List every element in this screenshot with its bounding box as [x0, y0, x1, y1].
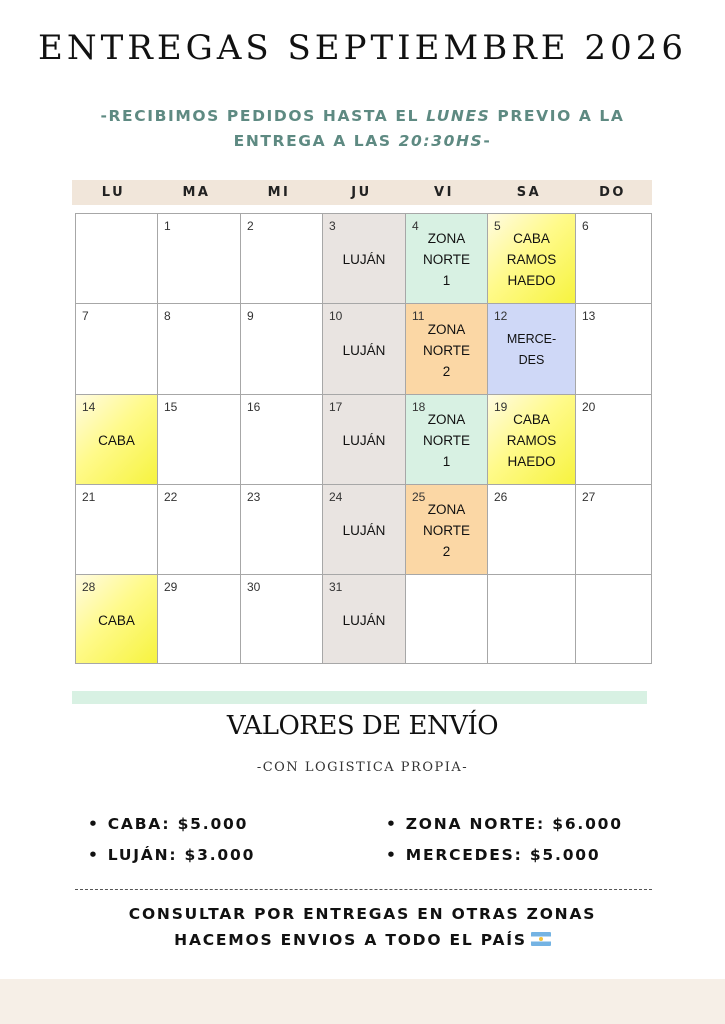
- day-number: 18: [412, 400, 426, 414]
- price-zona-norte: [386, 815, 623, 833]
- calendar-day-cell: [157, 303, 240, 394]
- consult-other-zones: CONSULTAR POR ENTREGAS EN OTRAS ZONAS: [128, 905, 597, 923]
- price-mercedes-text: MERCEDES: $5.000: [405, 846, 601, 864]
- day-number: 15: [164, 400, 178, 414]
- day-number: 17: [329, 400, 343, 414]
- calendar-day-cell: [405, 213, 487, 303]
- calendar-day-cell: [240, 484, 322, 574]
- calendar-day-cell: [487, 303, 575, 394]
- calendar-day-cell: [322, 303, 405, 394]
- delivery-zone-label: [406, 575, 487, 663]
- calendar-day-cell: [240, 303, 322, 394]
- delivery-zone-label: [158, 485, 240, 574]
- calendar-day-cell: [487, 213, 575, 303]
- calendar-day-cell: [405, 574, 487, 664]
- delivery-zone-label: LUJÁN: [342, 252, 386, 267]
- price-mercedes: [386, 846, 600, 864]
- deadline-text-3: -: [483, 132, 492, 150]
- delivery-zone-label: LUJÁN: [342, 342, 386, 358]
- day-number: 26: [494, 490, 508, 504]
- calendar-day-cell: [157, 484, 240, 574]
- shipping-subtitle: -CON LOGISTICA PROPIA-: [256, 760, 469, 775]
- delivery-zone-label: LUJÁN: [342, 433, 386, 448]
- calendar-day-cell: [322, 574, 405, 664]
- day-number: 25: [412, 490, 426, 504]
- deadline-day: LUNES: [426, 107, 491, 125]
- delivery-zone-label: ZONA NORTE 1: [422, 231, 470, 288]
- calendar-day-cell: [487, 394, 575, 484]
- bullet-icon: •: [88, 846, 100, 864]
- calendar-day-cell: [240, 394, 322, 484]
- weekday-lu: LU: [101, 185, 126, 200]
- calendar-day-cell: [575, 394, 652, 484]
- calendar-day-cell: [240, 574, 322, 664]
- delivery-zone-label: [576, 485, 651, 574]
- calendar-day-cell: [487, 574, 575, 664]
- delivery-zone-label: [76, 485, 157, 574]
- day-number: 31: [329, 580, 343, 594]
- delivery-zone-label: LUJÁN: [342, 523, 386, 538]
- day-number: 7: [82, 309, 89, 323]
- calendar-day-cell: [322, 213, 405, 303]
- delivery-zone-label: [576, 304, 651, 394]
- weekday-ma: MA: [182, 185, 211, 200]
- calendar-day-cell: [240, 213, 322, 303]
- weekday-header: [72, 180, 652, 205]
- argentina-flag-icon: [531, 932, 551, 946]
- calendar-day-cell: [575, 484, 652, 574]
- delivery-zone-label: LUJÁN: [342, 612, 386, 628]
- calendar-day-cell: [322, 394, 405, 484]
- day-number: 23: [247, 490, 261, 504]
- deadline-text-2: PREVIO A LA ENTREGA A LAS: [233, 107, 625, 150]
- day-number: 10: [329, 309, 343, 323]
- delivery-zone-label: [488, 575, 575, 663]
- day-number: 3: [329, 219, 336, 233]
- price-caba: [88, 815, 248, 833]
- calendar-day-cell: [575, 574, 652, 664]
- delivery-zone-label: [76, 214, 157, 303]
- delivery-zone-label: [158, 575, 240, 663]
- day-number: 13: [582, 309, 596, 323]
- calendar-day-cell: [75, 394, 157, 484]
- day-number: 8: [164, 309, 171, 323]
- day-number: 5: [494, 219, 501, 233]
- delivery-zone-label: [241, 485, 322, 574]
- calendar-day-cell: [405, 484, 487, 574]
- price-zona-norte-text: ZONA NORTE: $6.000: [405, 815, 623, 833]
- calendar-day-cell: [157, 574, 240, 664]
- calendar-day-cell: [75, 213, 157, 303]
- calendar-day-cell: [75, 484, 157, 574]
- day-number: 28: [82, 580, 96, 594]
- day-number: 24: [329, 490, 343, 504]
- delivery-zone-label: ZONA NORTE 2: [422, 502, 470, 559]
- bullet-icon: •: [386, 846, 398, 864]
- page-title: ENTREGAS SEPTIEMBRE 2026: [38, 28, 687, 68]
- ships-nationwide-text: HACEMOS ENVIOS A TODO EL PAÍS: [174, 931, 527, 949]
- bullet-icon: •: [386, 815, 398, 833]
- day-number: 30: [247, 580, 261, 594]
- delivery-zone-label: CABA RAMOS HAEDO: [506, 412, 557, 469]
- day-number: 29: [164, 580, 178, 594]
- dashed-divider: [75, 889, 652, 890]
- calendar-day-cell: [405, 394, 487, 484]
- shipping-title: VALORES DE ENVÍO: [226, 711, 499, 741]
- weekday-sa: SA: [516, 185, 542, 200]
- day-number: 11: [412, 309, 425, 323]
- delivery-zone-label: CABA RAMOS HAEDO: [506, 231, 557, 288]
- calendar-day-cell: [75, 303, 157, 394]
- delivery-zone-label: [158, 304, 240, 394]
- delivery-zone-label: [241, 304, 322, 394]
- delivery-zone-label: [241, 214, 322, 303]
- delivery-zone-label: [158, 214, 240, 303]
- delivery-zone-label: CABA: [98, 612, 135, 628]
- delivery-zone-label: [488, 485, 575, 574]
- delivery-zone-label: ZONA NORTE 2: [422, 321, 470, 379]
- weekday-ju: JU: [351, 185, 372, 200]
- day-number: 19: [494, 400, 508, 414]
- delivery-zone-label: ZONA NORTE 1: [422, 412, 470, 469]
- bullet-icon: •: [88, 815, 100, 833]
- deadline-text-1: -RECIBIMOS PEDIDOS HASTA EL: [100, 107, 427, 125]
- footer-band: [0, 979, 725, 1024]
- price-lujan-text: LUJÁN: $3.000: [107, 846, 256, 864]
- day-number: 2: [247, 219, 254, 233]
- day-number: 21: [82, 490, 96, 504]
- price-caba-text: CABA: $5.000: [107, 815, 249, 833]
- calendar-day-cell: [157, 394, 240, 484]
- day-number: 4: [412, 219, 419, 233]
- calendar-day-cell: [405, 303, 487, 394]
- delivery-zone-label: [76, 304, 157, 394]
- delivery-zone-label: [158, 395, 240, 484]
- day-number: 20: [582, 400, 596, 414]
- day-number: 14: [82, 400, 96, 414]
- weekday-vi: VI: [434, 185, 454, 200]
- calendar-day-cell: [575, 303, 652, 394]
- weekday-do: DO: [599, 185, 626, 200]
- delivery-zone-label: MERCE- DES: [506, 332, 557, 367]
- day-number: 12: [494, 309, 508, 323]
- delivery-zone-label: [576, 395, 651, 484]
- day-number: 6: [582, 219, 589, 233]
- calendar-day-cell: [157, 213, 240, 303]
- section-divider-bar: [72, 691, 647, 704]
- delivery-zone-label: [241, 395, 322, 484]
- calendar-day-cell: [487, 484, 575, 574]
- day-number: 9: [247, 309, 254, 323]
- day-number: 22: [164, 490, 178, 504]
- day-number: 27: [582, 490, 596, 504]
- calendar-day-cell: [322, 484, 405, 574]
- delivery-zone-label: [576, 575, 651, 663]
- ships-nationwide: [0, 931, 725, 949]
- delivery-zone-label: [241, 575, 322, 663]
- day-number: 16: [247, 400, 261, 414]
- calendar-day-cell: [75, 574, 157, 664]
- order-deadline-note: [60, 104, 665, 154]
- delivery-calendar: [75, 213, 652, 664]
- delivery-zone-label: CABA: [98, 433, 135, 448]
- day-number: 1: [164, 219, 171, 233]
- price-lujan: [88, 846, 255, 864]
- calendar-day-cell: [575, 213, 652, 303]
- weekday-mi: MI: [267, 185, 291, 200]
- deadline-time: 20:30HS: [398, 132, 484, 150]
- delivery-zone-label: [576, 214, 651, 303]
